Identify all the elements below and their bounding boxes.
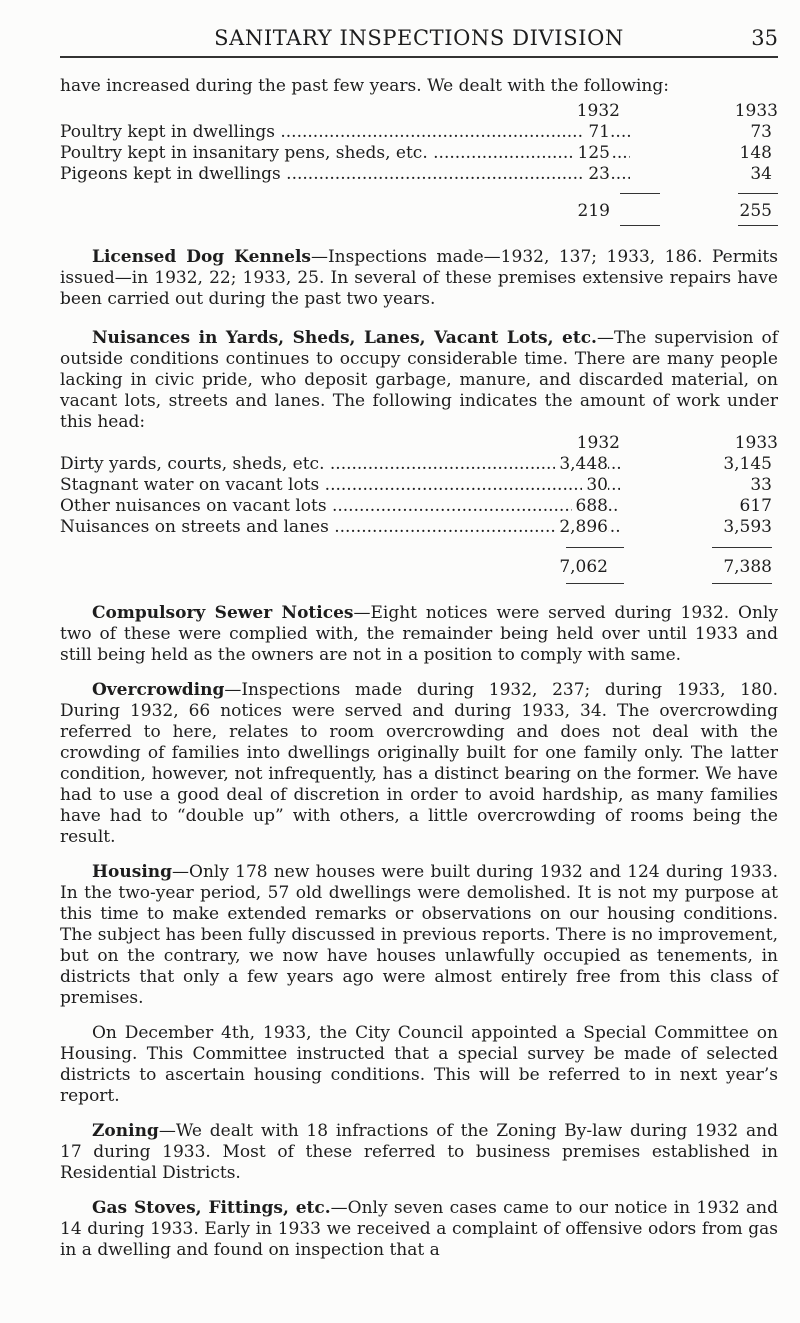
table-row <box>60 143 778 164</box>
year-1933-header: 1933 <box>731 101 778 122</box>
sum-rule <box>712 583 772 584</box>
housing-heading: Housing <box>92 862 173 882</box>
row-label: Pigeons kept in dwellings ..... <box>60 164 630 185</box>
body-text <box>60 76 778 1261</box>
value-1932: 2,896 <box>555 517 608 538</box>
nuisance-table <box>60 433 778 583</box>
value-1932: 125 <box>574 143 610 164</box>
value-1933: 73 <box>746 122 772 143</box>
value-1932: 30 <box>582 475 608 496</box>
row-label: Stagnant water on vacant lots ..... <box>60 475 620 496</box>
table-header-row <box>60 433 778 454</box>
year-1932-header: 1932 <box>573 101 620 122</box>
sum-rule <box>738 225 778 226</box>
sum-rule <box>712 547 772 548</box>
year-1933-header: 1933 <box>731 433 778 454</box>
row-label: Poultry kept in dwellings ..... <box>60 122 630 143</box>
totals-row <box>60 201 778 222</box>
total-1932: 7,062 <box>555 557 608 578</box>
value-1932: 3,448 <box>555 454 608 475</box>
committee-paragraph: On December 4th, 1933, the City Council appointed a Special Committee on Housing. This Committee instructed that a special survey be made of selected districts to ascertain housing conditions. This will be referred to in next year’s report. <box>60 1023 778 1106</box>
total-1932: 219 <box>574 201 610 222</box>
sum-rule <box>566 583 624 584</box>
poultry-table <box>60 101 778 225</box>
totals-row <box>60 557 778 578</box>
value-1933: 34 <box>746 164 772 185</box>
total-1933: 7,388 <box>719 557 772 578</box>
running-header <box>60 20 778 58</box>
sum-rule <box>620 225 660 226</box>
division-title: SANITARY INSPECTIONS DIVISION <box>214 26 624 50</box>
year-1932-header: 1932 <box>573 433 620 454</box>
table-row <box>60 475 778 496</box>
value-1933: 148 <box>736 143 772 164</box>
nuisances-heading: Nuisances in Yards, Sheds, Lanes, Vacant Lots, etc. <box>92 328 597 348</box>
overcrowding-paragraph: Overcrowding—Inspections made during 1932, 237; during 1933, 180. During 1932, 66 notices were served and during 1933, 34. The overcrowding referred to here, relates to room overcrowding and does not deal with the crowding of families into dwellings originally built for one family only. The latter condition, however, not infrequently, has a distinct bearing on the former. We have had to use a good deal of discretion in order to avoid hardship, as many families have had to “double up” with others, a little overcrowding of rooms being the result. <box>60 680 778 847</box>
row-label: Poultry kept in insanitary pens, sheds, etc. ..... <box>60 143 630 164</box>
value-1933: 3,145 <box>719 454 772 475</box>
zoning-paragraph: Zoning—We dealt with 18 infractions of the Zoning By-law during 1932 and 17 during 1933. Most of these referred to business premises established in Residential Districts. <box>60 1121 778 1183</box>
value-1932: 23 <box>584 164 610 185</box>
value-1933: 33 <box>746 475 772 496</box>
row-label: Other nuisances on vacant lots ..... <box>60 496 620 517</box>
nuisances-paragraph: Nuisances in Yards, Sheds, Lanes, Vacant Lots, etc.—The supervision of outside conditions continues to occupy considerable time. There are many people lacking in civic pride, who deposit garbage, manure, and discarded material, on vacant lots, streets and lanes. The following indicates the amount of work under this head: <box>60 328 778 432</box>
sum-rule <box>566 547 624 548</box>
sewer-paragraph: Compulsory Sewer Notices—Eight notices were served during 1932. Only two of these were complied with, the remainder being held over until 1933 and still being held as the owners are not in a position to comply with same. <box>60 603 778 665</box>
sum-rule <box>620 193 660 194</box>
table-row <box>60 122 778 143</box>
value-1932: 688 <box>572 496 608 517</box>
gas-heading: Gas Stoves, Fittings, etc. <box>92 1198 331 1218</box>
table-row <box>60 517 778 538</box>
table-header-row <box>60 101 778 122</box>
table-row <box>60 496 778 517</box>
page-number: 35 <box>751 26 778 50</box>
kennels-paragraph: Licensed Dog Kennels—Inspections made—1932, 137; 1933, 186. Permits issued—in 1932, 22; 1933, 25. In several of these premises extensive repairs have been carried out during the past two years. <box>60 247 778 309</box>
table-row <box>60 164 778 185</box>
value-1933: 3,593 <box>719 517 772 538</box>
intro-paragraph: have increased during the past few years. We dealt with the following: <box>60 76 669 96</box>
table-row <box>60 454 778 475</box>
total-1933: 255 <box>736 201 772 222</box>
value-1932: 71 <box>584 122 610 143</box>
row-label: Dirty yards, courts, sheds, etc. ..... <box>60 454 620 475</box>
sum-rule <box>738 193 778 194</box>
gas-paragraph: Gas Stoves, Fittings, etc.—Only seven cases came to our notice in 1932 and 14 during 1933. Early in 1933 we received a complaint of offensive odors from gas in a dwelling and found on inspection that a <box>60 1198 778 1260</box>
sewer-heading: Compulsory Sewer Notices <box>92 603 354 623</box>
housing-paragraph: Housing—Only 178 new houses were built during 1932 and 124 during 1933. In the two-year period, 57 old dwellings were demolished. It is not my purpose at this time to make extended remarks or observations on our housing conditions. The subject has been fully discussed in previous reports. There is no improvement, but on the contrary, we now have houses unlawfully occupied as tenements, in districts that only a few years ago were almost entirely free from this class of premises. <box>60 862 778 1008</box>
zoning-heading: Zoning <box>92 1121 159 1141</box>
row-label: Nuisances on streets and lanes ..... <box>60 517 620 538</box>
overcrowding-heading: Overcrowding <box>92 680 225 700</box>
value-1933: 617 <box>736 496 772 517</box>
kennels-heading: Licensed Dog Kennels <box>92 247 311 267</box>
